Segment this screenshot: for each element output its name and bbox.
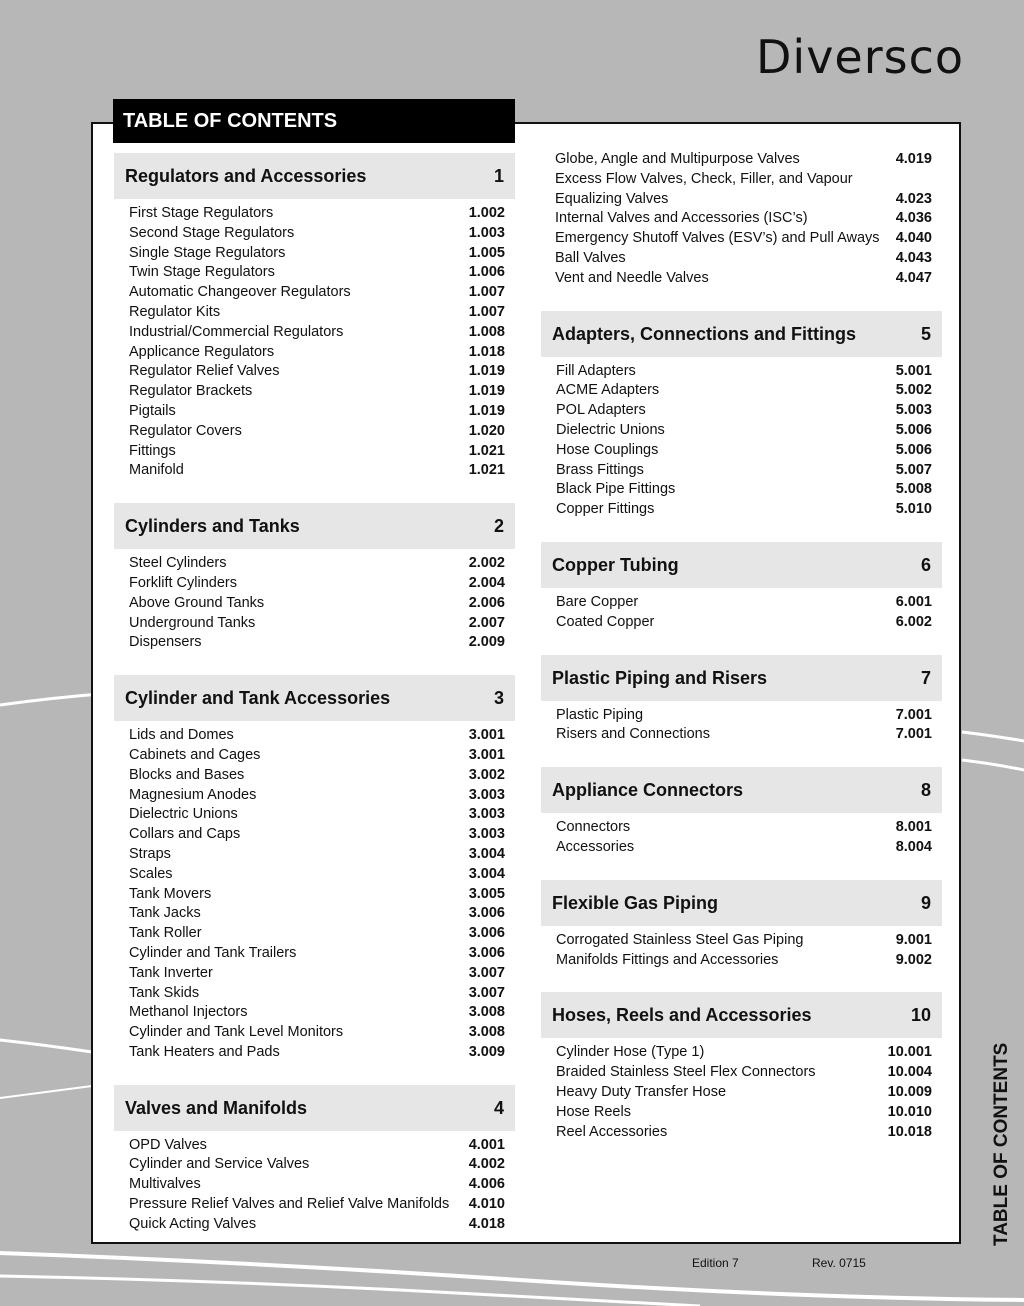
entry-page: 3.007 bbox=[468, 984, 505, 1001]
toc-entry[interactable] bbox=[114, 614, 515, 634]
entry-page: 1.003 bbox=[468, 224, 505, 241]
toc-section bbox=[114, 153, 515, 481]
toc-entry[interactable] bbox=[541, 706, 942, 726]
toc-entry[interactable] bbox=[114, 944, 515, 964]
section-title: Valves and Manifolds bbox=[125, 1097, 308, 1118]
toc-entry[interactable] bbox=[114, 1175, 515, 1195]
section-title: Copper Tubing bbox=[552, 554, 679, 575]
entry-page: 2.004 bbox=[468, 574, 505, 591]
entry-name: Plastic Piping bbox=[556, 706, 644, 723]
toc-entry[interactable] bbox=[114, 964, 515, 984]
toc-entry[interactable] bbox=[541, 480, 942, 500]
entry-name: Blocks and Bases bbox=[129, 766, 245, 783]
toc-entry[interactable] bbox=[541, 170, 942, 190]
entry-name: Dispensers bbox=[129, 634, 202, 651]
entry-name: Forklift Cylinders bbox=[129, 574, 237, 591]
entry-page: 1.019 bbox=[468, 402, 505, 419]
entry-page: 10.001 bbox=[887, 1044, 932, 1061]
section-number: 2 bbox=[493, 516, 504, 537]
toc-section bbox=[114, 503, 515, 653]
entry-name: Above Ground Tanks bbox=[129, 594, 265, 611]
section-header[interactable] bbox=[114, 1085, 515, 1131]
entry-page: 4.001 bbox=[468, 1136, 505, 1153]
entry-page: 8.001 bbox=[895, 819, 932, 836]
entry-name: First Stage Regulators bbox=[129, 205, 274, 221]
entry-page: 4.040 bbox=[895, 230, 932, 247]
toc-entry[interactable] bbox=[541, 190, 942, 210]
toc-entry[interactable] bbox=[541, 441, 942, 461]
left-column bbox=[114, 153, 515, 1257]
entry-name: Second Stage Regulators bbox=[129, 224, 295, 241]
toc-entry[interactable] bbox=[114, 1136, 515, 1156]
toc-entry[interactable] bbox=[114, 283, 515, 303]
entry-name: Globe, Angle and Multipurpose Valves bbox=[555, 151, 800, 167]
toc-entry[interactable] bbox=[541, 401, 942, 421]
entry-name: Tank Skids bbox=[129, 984, 200, 1001]
entry-page: 4.018 bbox=[468, 1215, 505, 1232]
toc-entry[interactable] bbox=[541, 613, 942, 633]
toc-section bbox=[541, 767, 942, 858]
toc-entry[interactable] bbox=[541, 1063, 942, 1083]
toc-entry[interactable] bbox=[541, 269, 942, 289]
toc-entry[interactable] bbox=[114, 786, 515, 806]
entry-name: Emergency Shutoff Valves (ESV’s) and Pull Aways bbox=[555, 230, 880, 247]
entry-name: Methanol Injectors bbox=[129, 1004, 248, 1021]
toc-entry[interactable] bbox=[114, 1155, 515, 1175]
section-number: 3 bbox=[493, 688, 504, 709]
section-header[interactable] bbox=[541, 992, 942, 1038]
entry-name: Dielectric Unions bbox=[556, 421, 665, 438]
entry-name: Tank Jacks bbox=[129, 905, 201, 922]
toc-entry[interactable] bbox=[541, 229, 942, 249]
toc-entry[interactable] bbox=[114, 343, 515, 363]
entry-name: Internal Valves and Accessories (ISC’s) bbox=[555, 210, 808, 227]
entry-name: Black Pipe Fittings bbox=[556, 481, 676, 498]
section-header[interactable] bbox=[114, 503, 515, 549]
entry-name: Cylinder and Tank Level Monitors bbox=[129, 1024, 344, 1041]
entry-page: 3.003 bbox=[468, 806, 505, 823]
entry-page: 3.004 bbox=[468, 845, 505, 862]
section-number: 1 bbox=[493, 166, 504, 186]
entry-name: Ball Valves bbox=[555, 249, 626, 266]
entry-name: Collars and Caps bbox=[129, 826, 241, 843]
entry-name: Tank Inverter bbox=[129, 964, 213, 981]
toc-entry[interactable] bbox=[541, 500, 942, 520]
toc-entry[interactable] bbox=[114, 865, 515, 885]
toc-entry[interactable] bbox=[114, 442, 515, 462]
entry-name: Brass Fittings bbox=[556, 461, 644, 478]
entry-name: Regulator Kits bbox=[129, 303, 221, 320]
entry-name: ACME Adapters bbox=[556, 382, 660, 399]
entry-page: 2.002 bbox=[468, 555, 505, 572]
section-header[interactable] bbox=[541, 655, 942, 701]
toc-section bbox=[114, 1085, 515, 1235]
entry-page: 7.001 bbox=[895, 726, 932, 743]
entry-page: 4.043 bbox=[895, 249, 932, 266]
toc-entry[interactable] bbox=[114, 746, 515, 766]
toc-entry[interactable] bbox=[114, 422, 515, 442]
entry-name: Dielectric Unions bbox=[129, 806, 238, 823]
entry-name: Heavy Duty Transfer Hose bbox=[556, 1083, 727, 1100]
toc-entry[interactable] bbox=[541, 249, 942, 269]
toc-entry[interactable] bbox=[541, 362, 942, 382]
toc-entry[interactable] bbox=[541, 461, 942, 481]
toc-section bbox=[541, 542, 942, 633]
entry-page: 3.006 bbox=[468, 925, 505, 942]
entry-page: 1.008 bbox=[468, 323, 505, 340]
entry-name: Excess Flow Valves, Check, Filler, and Vapour bbox=[555, 170, 853, 187]
entry-name: Cabinets and Cages bbox=[129, 746, 261, 763]
entry-page: 6.002 bbox=[895, 613, 932, 630]
entry-page: 3.008 bbox=[468, 1004, 505, 1021]
toc-entry[interactable] bbox=[541, 593, 942, 613]
toc-section bbox=[541, 311, 942, 520]
toc-entry[interactable] bbox=[114, 805, 515, 825]
entry-name: Vent and Needle Valves bbox=[555, 269, 709, 286]
entry-name: Applicance Regulators bbox=[129, 343, 275, 360]
toc-entry[interactable] bbox=[114, 263, 515, 283]
entry-page: 2.007 bbox=[468, 614, 505, 631]
brand-logo: Diversco bbox=[756, 30, 965, 84]
entry-name: Accessories bbox=[556, 838, 635, 855]
toc-section bbox=[541, 992, 942, 1142]
section-title: Regulators and Accessories bbox=[125, 166, 367, 186]
entry-name: OPD Valves bbox=[129, 1136, 207, 1153]
toc-entry[interactable] bbox=[114, 885, 515, 905]
entry-page: 1.018 bbox=[468, 343, 505, 360]
entry-name: Magnesium Anodes bbox=[129, 786, 257, 803]
section-title: Appliance Connectors bbox=[552, 780, 744, 801]
entry-name: Steel Cylinders bbox=[129, 555, 227, 572]
section-header[interactable] bbox=[541, 542, 942, 588]
entry-page: 5.001 bbox=[895, 362, 932, 379]
toc-entry[interactable] bbox=[114, 224, 515, 244]
entry-name: Regulator Covers bbox=[129, 422, 242, 439]
entry-name: Manifolds Fittings and Accessories bbox=[556, 951, 779, 968]
entry-page: 3.007 bbox=[468, 964, 505, 981]
entry-page: 4.010 bbox=[468, 1196, 505, 1213]
entry-name: Automatic Changeover Regulators bbox=[129, 284, 351, 301]
entry-page: 3.006 bbox=[468, 905, 505, 922]
toc-section bbox=[541, 880, 942, 971]
entry-page: 4.006 bbox=[468, 1176, 505, 1193]
entry-page: 4.019 bbox=[895, 151, 932, 167]
entry-name: Pigtails bbox=[129, 402, 176, 419]
entry-name: Manifold bbox=[129, 462, 184, 479]
entry-page: 10.010 bbox=[887, 1103, 932, 1120]
entry-name: Reel Accessories bbox=[556, 1123, 668, 1140]
entry-page: 5.002 bbox=[895, 382, 932, 399]
entry-page: 1.021 bbox=[468, 462, 505, 479]
entry-name: Fill Adapters bbox=[556, 362, 636, 379]
entry-page: 4.023 bbox=[895, 190, 932, 207]
entry-page: 1.019 bbox=[468, 383, 505, 400]
entry-name: Lids and Domes bbox=[129, 727, 234, 744]
toc-entry[interactable] bbox=[114, 766, 515, 786]
revision-label: Rev. 0715 bbox=[812, 1256, 866, 1270]
section-title: Hoses, Reels and Accessories bbox=[552, 1005, 812, 1026]
entry-page: 1.007 bbox=[468, 303, 505, 320]
entry-page: 3.002 bbox=[468, 766, 505, 783]
toc-entry[interactable] bbox=[541, 1103, 942, 1123]
section-number: 4 bbox=[493, 1097, 504, 1118]
entry-name: Tank Heaters and Pads bbox=[129, 1043, 280, 1060]
toc-entry[interactable] bbox=[114, 574, 515, 594]
entry-page: 5.007 bbox=[895, 461, 932, 478]
section-title: Flexible Gas Piping bbox=[552, 892, 719, 913]
entry-page: 4.002 bbox=[468, 1156, 505, 1173]
section-header[interactable] bbox=[114, 675, 515, 721]
toc-entry[interactable] bbox=[541, 838, 942, 858]
entry-page: 9.001 bbox=[895, 931, 932, 948]
toc-entry[interactable] bbox=[541, 818, 942, 838]
section-number: 7 bbox=[920, 667, 931, 688]
entry-page: 10.009 bbox=[887, 1083, 932, 1100]
entry-name: Cylinder Hose (Type 1) bbox=[556, 1044, 705, 1061]
section-number: 5 bbox=[920, 323, 931, 344]
entry-page: 3.005 bbox=[468, 885, 505, 902]
toc-entry[interactable] bbox=[114, 303, 515, 323]
toc-section bbox=[541, 655, 942, 746]
entry-page: 3.009 bbox=[468, 1043, 505, 1060]
entry-name: Bare Copper bbox=[556, 593, 639, 610]
toc-entry[interactable] bbox=[114, 1003, 515, 1023]
toc-entry[interactable] bbox=[114, 633, 515, 653]
entry-page: 3.001 bbox=[468, 746, 505, 763]
entry-name: Braided Stainless Steel Flex Connectors bbox=[556, 1064, 816, 1081]
entry-page: 4.036 bbox=[895, 210, 932, 227]
right-column bbox=[541, 150, 942, 1164]
entry-page: 6.001 bbox=[895, 593, 932, 610]
entry-name: Tank Roller bbox=[129, 925, 202, 942]
toc-entry[interactable] bbox=[114, 594, 515, 614]
entry-page: 1.021 bbox=[468, 442, 505, 459]
entry-page: 4.047 bbox=[895, 269, 932, 286]
toc-entry[interactable] bbox=[114, 204, 515, 224]
entry-name: Underground Tanks bbox=[129, 614, 256, 631]
entry-page: 1.020 bbox=[468, 422, 505, 439]
toc-entry[interactable] bbox=[114, 904, 515, 924]
toc-entry[interactable] bbox=[541, 1043, 942, 1063]
continued-section bbox=[541, 150, 942, 289]
toc-entry[interactable] bbox=[541, 209, 942, 229]
toc-entry[interactable] bbox=[114, 1043, 515, 1063]
entry-page: 3.003 bbox=[468, 826, 505, 843]
entry-name: Connectors bbox=[556, 819, 631, 836]
toc-entry[interactable] bbox=[114, 1195, 515, 1215]
toc-entry[interactable] bbox=[114, 984, 515, 1004]
entry-name: Equalizing Valves bbox=[555, 190, 669, 207]
toc-entry[interactable] bbox=[541, 1083, 942, 1103]
toc-entry[interactable] bbox=[541, 150, 942, 170]
entry-page: 9.002 bbox=[895, 951, 932, 968]
toc-entry[interactable] bbox=[114, 402, 515, 422]
entry-name: Hose Reels bbox=[556, 1103, 631, 1120]
entry-name: Regulator Relief Valves bbox=[129, 363, 280, 380]
entry-name: Pressure Relief Valves and Relief Valve Manifolds bbox=[129, 1196, 450, 1213]
section-header[interactable] bbox=[541, 767, 942, 813]
toc-entry[interactable] bbox=[114, 554, 515, 574]
toc-entry[interactable] bbox=[114, 1023, 515, 1043]
toc-entry[interactable] bbox=[114, 461, 515, 481]
toc-entry[interactable] bbox=[114, 1215, 515, 1235]
entry-page: 2.009 bbox=[468, 634, 505, 651]
entry-name: Cylinder and Service Valves bbox=[129, 1156, 310, 1173]
entry-name: Cylinder and Tank Trailers bbox=[129, 944, 297, 961]
section-number: 10 bbox=[910, 1005, 931, 1026]
entry-name: Corrogated Stainless Steel Gas Piping bbox=[556, 931, 804, 948]
toc-title: TABLE OF CONTENTS bbox=[113, 99, 515, 143]
toc-entry[interactable] bbox=[114, 825, 515, 845]
entry-page: 1.007 bbox=[468, 284, 505, 301]
entry-page: 5.006 bbox=[895, 441, 932, 458]
entry-page: 10.018 bbox=[887, 1123, 932, 1140]
toc-entry[interactable] bbox=[114, 382, 515, 402]
section-header[interactable] bbox=[541, 311, 942, 357]
toc-entry[interactable] bbox=[541, 421, 942, 441]
toc-entry[interactable] bbox=[114, 244, 515, 264]
entry-page: 5.003 bbox=[895, 402, 932, 419]
section-header[interactable] bbox=[541, 880, 942, 926]
entry-name: Scales bbox=[129, 865, 173, 882]
toc-entry[interactable] bbox=[114, 362, 515, 382]
toc-entry[interactable] bbox=[541, 381, 942, 401]
entry-name: Tank Movers bbox=[129, 885, 212, 902]
entry-name: Industrial/Commercial Regulators bbox=[129, 323, 344, 340]
toc-entry[interactable] bbox=[541, 725, 942, 745]
entry-name: Straps bbox=[129, 845, 171, 862]
section-header[interactable] bbox=[114, 153, 515, 199]
entry-name: Coated Copper bbox=[556, 613, 655, 630]
entry-page: 3.003 bbox=[468, 786, 505, 803]
section-title: Cylinder and Tank Accessories bbox=[125, 688, 391, 709]
entry-page: 10.004 bbox=[887, 1064, 932, 1081]
entry-name: Risers and Connections bbox=[556, 726, 710, 743]
entry-page: 1.019 bbox=[468, 363, 505, 380]
entry-page: 8.004 bbox=[895, 838, 932, 855]
toc-entry[interactable] bbox=[541, 951, 942, 971]
entry-name: Regulator Brackets bbox=[129, 383, 253, 400]
entry-page: 3.004 bbox=[468, 865, 505, 882]
toc-entry[interactable] bbox=[541, 1123, 942, 1143]
entry-name: Quick Acting Valves bbox=[129, 1215, 257, 1232]
entry-page: 3.006 bbox=[468, 944, 505, 961]
edition-label: Edition 7 bbox=[692, 1256, 739, 1270]
section-title: Adapters, Connections and Fittings bbox=[552, 323, 857, 344]
side-tab-label: TABLE OF CONTENTS bbox=[991, 1042, 1012, 1246]
entry-name: Copper Fittings bbox=[556, 501, 655, 518]
entry-page: 1.002 bbox=[468, 205, 505, 221]
toc-entry[interactable] bbox=[114, 323, 515, 343]
entry-page: 5.008 bbox=[895, 481, 932, 498]
section-number: 9 bbox=[920, 892, 931, 913]
entry-page: 7.001 bbox=[895, 706, 932, 723]
entry-name: Twin Stage Regulators bbox=[129, 264, 275, 281]
toc-entry[interactable] bbox=[114, 845, 515, 865]
entry-page: 2.006 bbox=[468, 594, 505, 611]
toc-entry[interactable] bbox=[114, 726, 515, 746]
entry-name: Multivalves bbox=[129, 1176, 201, 1193]
toc-entry[interactable] bbox=[541, 931, 942, 951]
section-number: 8 bbox=[920, 780, 931, 801]
section-title: Plastic Piping and Risers bbox=[552, 667, 768, 688]
entry-name: Hose Couplings bbox=[556, 441, 659, 458]
entry-page: 5.010 bbox=[895, 501, 932, 518]
entry-name: Single Stage Regulators bbox=[129, 244, 286, 261]
toc-entry[interactable] bbox=[114, 924, 515, 944]
entry-name: Fittings bbox=[129, 442, 176, 459]
section-title: Cylinders and Tanks bbox=[125, 516, 300, 537]
entry-page: 1.005 bbox=[468, 244, 505, 261]
entry-page: 3.001 bbox=[468, 727, 505, 744]
entry-page: 1.006 bbox=[468, 264, 505, 281]
entry-name: POL Adapters bbox=[556, 402, 646, 419]
entry-page: 3.008 bbox=[468, 1024, 505, 1041]
toc-section bbox=[114, 675, 515, 1063]
entry-page: 5.006 bbox=[895, 421, 932, 438]
section-number: 6 bbox=[920, 554, 931, 575]
